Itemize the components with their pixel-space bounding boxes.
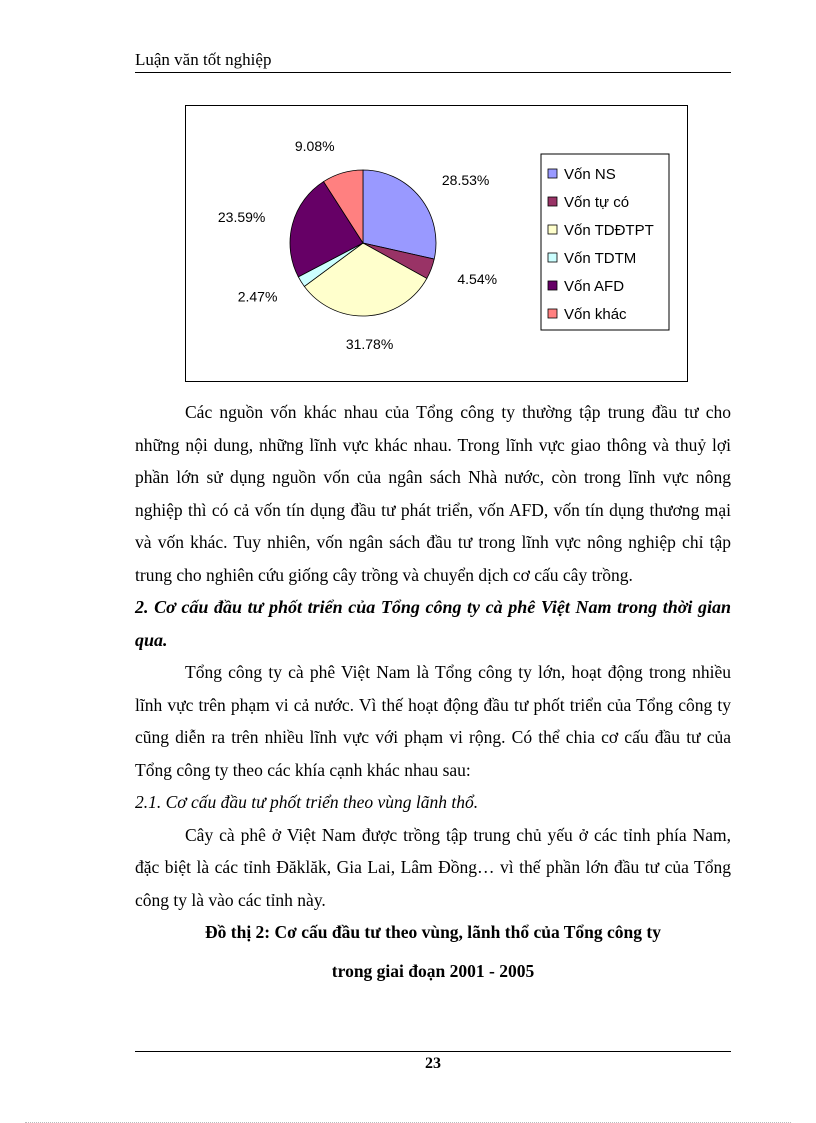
- legend-swatch-von-khac: [548, 309, 557, 318]
- paragraph-1: Các nguồn vốn khác nhau của Tổng công ty thường tập trung đầu tư cho những nội dung, những lĩnh vực khác nhau. Trong lĩnh vực giao thông và thuỷ lợi phần lớn sử dụng nguồn vốn của ngân sách Nhà nước, còn trong lĩnh vực nông nghiệp thì có cả vốn tín dụng đầu tư phát triển, vốn AFD, vốn tín dụng thương mại và vốn khác. Tuy nhiên, vốn ngân sách đầu tư trong lĩnh vực nông nghiệp chỉ tập trung cho nghiên cứu giống cây trồng và chuyển dịch cơ cấu cây trồng.: [135, 402, 731, 585]
- paragraph-3: Cây cà phê ở Việt Nam được trồng tập trung chủ yếu ở các tỉnh phía Nam, đặc biệt là các tỉnh Đăklăk, Gia Lai, Lâm Đồng… vì thế phần lớn đầu tư của Tổng công ty là vào các tỉnh này.: [135, 824, 731, 910]
- pie-chart-svg: [186, 106, 689, 383]
- body-text: [135, 396, 731, 987]
- legend-swatch-von-tu-co: [548, 197, 557, 206]
- pie-data-label: 9.08%: [294, 138, 335, 155]
- legend-swatch-von-afd: [548, 281, 557, 290]
- legend-label-von-tdtm: Vốn TDTM: [564, 250, 637, 267]
- pie-data-label: 2.47%: [237, 288, 278, 305]
- running-header: [135, 50, 731, 73]
- pie-data-label: 28.53%: [441, 171, 490, 188]
- legend-swatch-von-ns: [548, 169, 557, 178]
- pie-data-label: 31.78%: [345, 335, 394, 352]
- figure-caption-line-1: Đồ thị 2: Cơ cấu đầu tư theo vùng, lãnh thổ của Tổng công ty: [205, 922, 661, 942]
- subsection-heading-2-1: 2.1. Cơ cấu đầu tư phốt triển theo vùng lãnh thổ.: [135, 792, 479, 812]
- legend-swatch-von-tddtpt: [548, 225, 557, 234]
- legend-label-von-khac: Vốn khác: [564, 306, 627, 323]
- legend-label-von-ns: Vốn NS: [564, 166, 616, 183]
- pie-data-label: 23.59%: [217, 209, 266, 226]
- pie-chart: [185, 105, 688, 382]
- legend-label-von-tu-co: Vốn tự có: [564, 194, 630, 211]
- paragraph-2: Tổng công ty cà phê Việt Nam là Tổng công ty lớn, hoạt động trong nhiều lĩnh vực trên phạm vi cả nước. Vì thế hoạt động đầu tư phốt triển của Tổng công ty cũng diễn ra trên nhiều lĩnh vực với phạm vi rộng. Có thể chia cơ cấu đầu tư của Tổng công ty theo các khía cạnh khác nhau sau:: [135, 662, 731, 780]
- figure-caption-line-2: trong giai đoạn 2001 - 2005: [331, 960, 535, 981]
- legend-swatch-von-tdtm: [548, 253, 557, 262]
- header-title: Luận văn tốt nghiệp: [135, 50, 272, 69]
- legend-label-von-tddtpt: Vốn TDĐTPT: [564, 222, 654, 239]
- pie-data-label: 4.54%: [457, 271, 498, 288]
- section-heading-2: 2. Cơ cấu đầu tư phốt triển của Tổng công ty cà phê Việt Nam trong thời gian qua.: [135, 597, 731, 650]
- page-footer: [135, 1051, 731, 1073]
- legend-label-von-afd: Vốn AFD: [564, 278, 625, 295]
- page-number: 23: [425, 1055, 441, 1072]
